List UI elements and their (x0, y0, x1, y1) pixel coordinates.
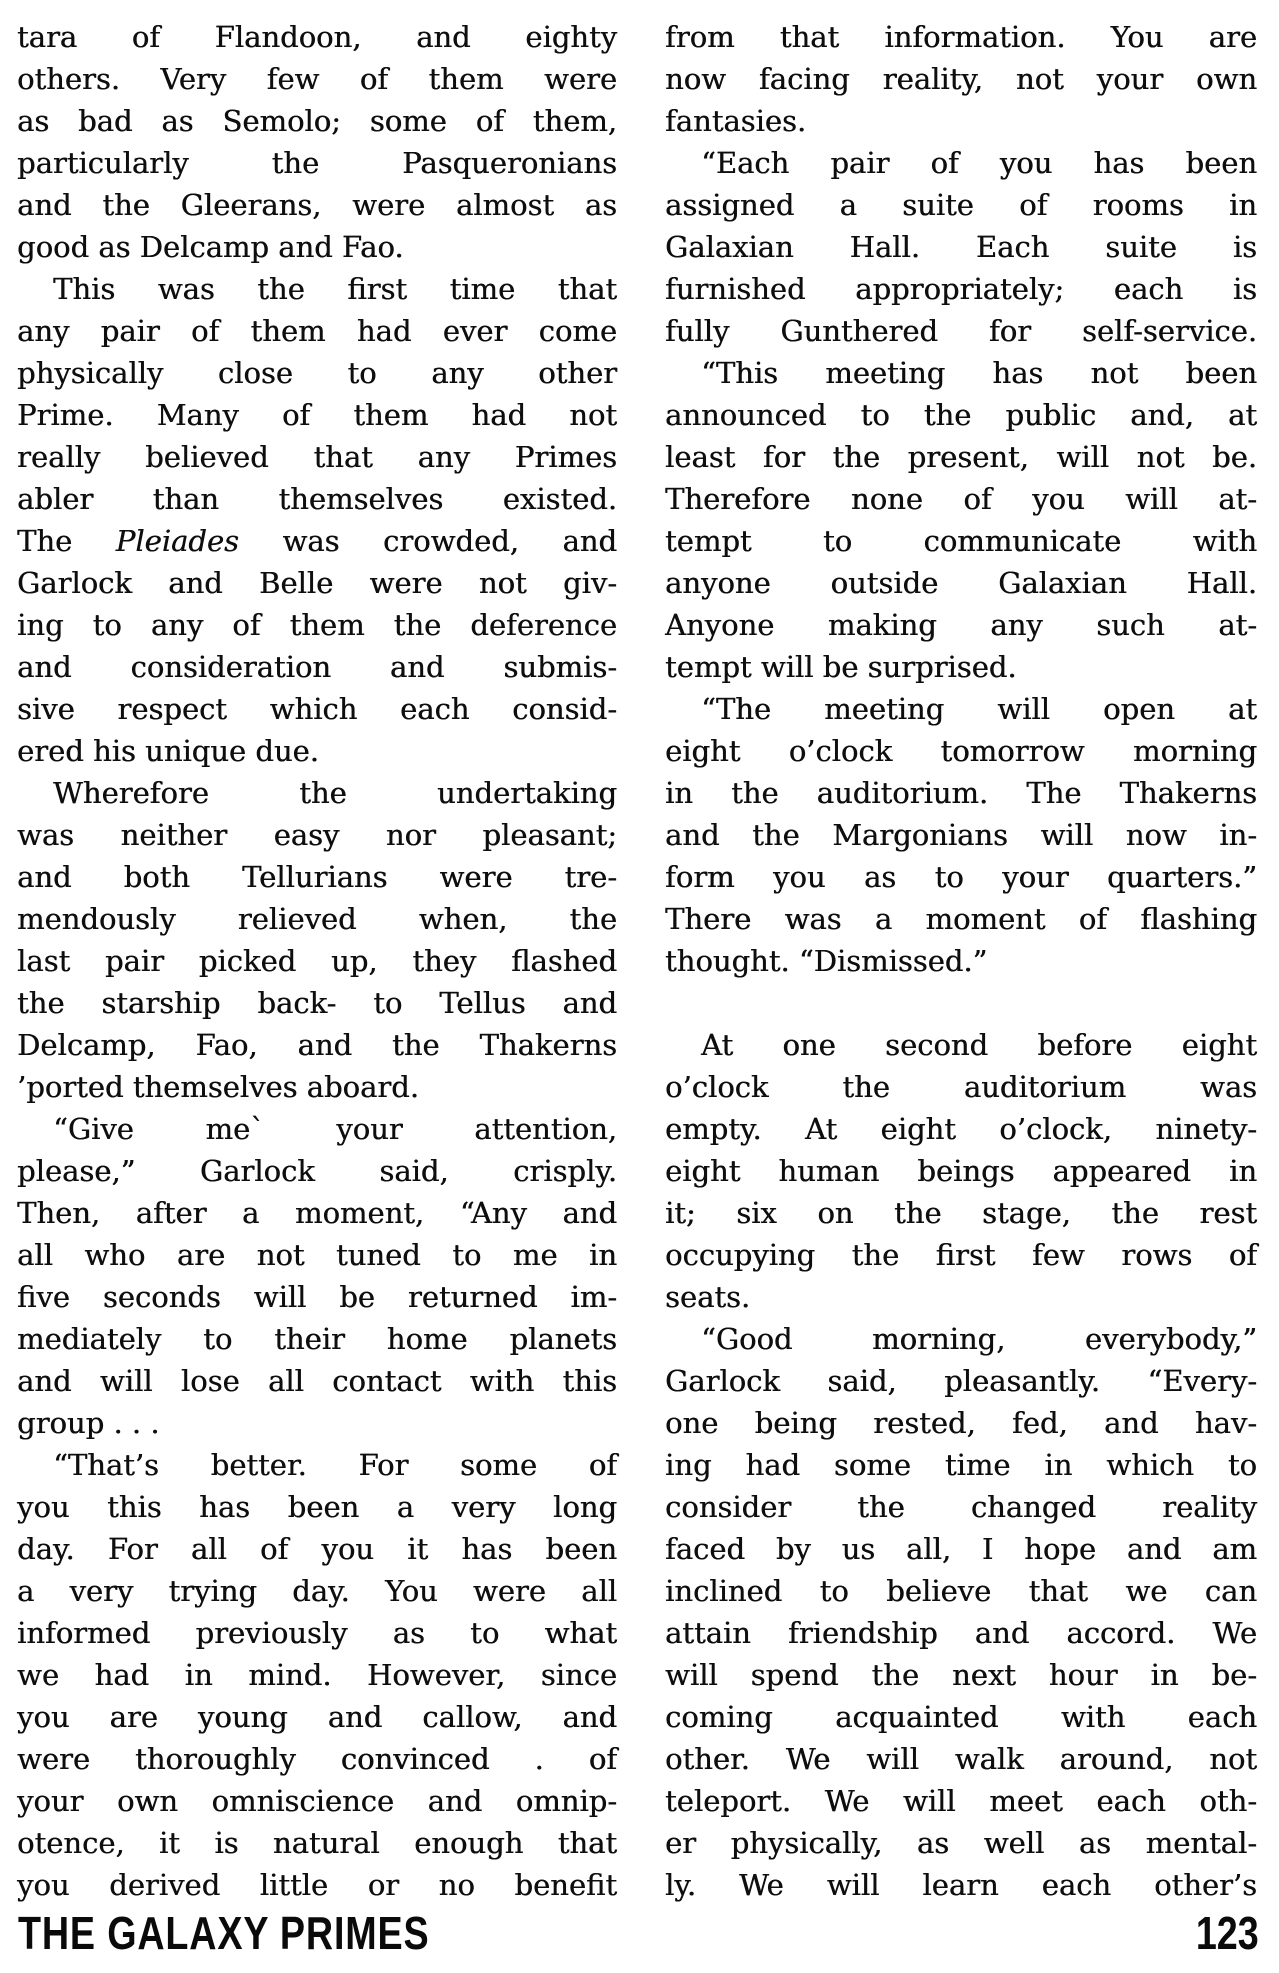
text-line (17, 310, 617, 352)
text-segment: and will lose all contact with this (17, 1364, 617, 1398)
text-line (665, 688, 1257, 730)
text-line (665, 1738, 1257, 1780)
text-segment: Wherefore the undertaking (53, 776, 617, 810)
text-segment: the starship back- to Tellus and (17, 986, 617, 1020)
page-footer (18, 1906, 1259, 1960)
text-segment: “The meeting will open at (701, 692, 1257, 726)
text-segment: particularly the Pasqueronians (17, 146, 617, 180)
text-line (17, 1066, 617, 1108)
text-line (17, 604, 617, 646)
running-title: THE GALAXY PRIMES (18, 1907, 430, 1959)
text-segment: a very trying day. You were all (17, 1574, 617, 1608)
text-line (665, 1528, 1257, 1570)
text-line (665, 1864, 1257, 1906)
text-segment: your own omniscience and omnip- (17, 1784, 617, 1818)
text-line (665, 1444, 1257, 1486)
text-segment: Garlock said, pleasantly. “Every- (665, 1364, 1257, 1398)
text-segment: “Each pair of you has been (701, 146, 1257, 180)
text-segment: and both Tellurians were tre- (17, 860, 617, 894)
text-segment: ered his unique due. (17, 734, 319, 768)
text-segment: fantasies. (665, 104, 807, 138)
text-segment: tempt to communicate with (665, 524, 1257, 558)
text-segment: seats. (665, 1280, 751, 1314)
text-segment: Anyone making any such at- (665, 608, 1257, 642)
text-line (17, 1696, 617, 1738)
text-line (17, 520, 617, 562)
text-segment: group . . . (17, 1406, 160, 1440)
text-segment: mendously relieved when, the (17, 902, 617, 936)
text-line (665, 856, 1257, 898)
text-segment: tempt will be surprised. (665, 650, 1017, 684)
text-segment: other. We will walk around, not (665, 1742, 1257, 1776)
text-line (17, 562, 617, 604)
text-line (665, 1318, 1257, 1360)
text-line (17, 1192, 617, 1234)
text-line (665, 226, 1257, 268)
text-line (665, 268, 1257, 310)
italic-text: Pleiades (115, 524, 239, 558)
text-line (17, 1108, 617, 1150)
text-line (17, 1528, 617, 1570)
text-segment: “That’s better. For some of (53, 1448, 617, 1482)
text-segment: “Good morning, everybody,” (701, 1322, 1257, 1356)
text-line (665, 1402, 1257, 1444)
text-line (17, 268, 617, 310)
text-line (17, 478, 617, 520)
text-line (17, 16, 617, 58)
text-segment: Galaxian Hall. Each suite is (665, 230, 1257, 264)
text-line (665, 520, 1257, 562)
text-line (17, 1276, 617, 1318)
text-line (665, 898, 1257, 940)
text-segment: sive respect which each consid- (17, 692, 617, 726)
text-segment: coming acquainted with each (665, 1700, 1257, 1734)
text-line (17, 1612, 617, 1654)
text-segment: At one second before eight (701, 1028, 1257, 1062)
text-line (17, 1318, 617, 1360)
text-segment: This was the first time that (53, 272, 617, 306)
text-line (17, 394, 617, 436)
text-segment: now facing reality, not your own (665, 62, 1257, 96)
text-segment: physically close to any other (17, 356, 617, 390)
text-segment: Delcamp, Fao, and the Thakerns (17, 1028, 617, 1062)
text-segment: eight o’clock tomorrow morning (665, 734, 1257, 768)
text-line (665, 562, 1257, 604)
text-segment: fully Gunthered for self-service. (665, 314, 1257, 348)
text-segment: Therefore none of you will at- (665, 482, 1257, 516)
text-segment: tara of Flandoon, and eighty (17, 20, 617, 54)
text-segment: and the Margonians will now in- (665, 818, 1257, 852)
text-segment: form you as to your quarters.” (665, 860, 1257, 894)
text-line (17, 1444, 617, 1486)
text-segment: five seconds will be returned im- (17, 1280, 617, 1314)
text-segment: consider the changed reality (665, 1490, 1257, 1524)
text-line (17, 1864, 617, 1906)
text-segment: any pair of them had ever come (17, 314, 617, 348)
text-segment: least for the present, will not be. (665, 440, 1257, 474)
text-segment: as bad as Semolo; some of them, (17, 104, 617, 138)
text-segment: Garlock and Belle were not giv- (17, 566, 617, 600)
text-line (17, 352, 617, 394)
text-segment: were thoroughly convinced . of (17, 1742, 617, 1776)
text-segment: attain friendship and accord. We (665, 1616, 1257, 1650)
text-segment: it; six on the stage, the rest (665, 1196, 1257, 1230)
text-line (665, 478, 1257, 520)
text-segment: ’ported themselves aboard. (17, 1070, 419, 1104)
text-segment: informed previously as to what (17, 1616, 617, 1650)
text-segment: faced by us all, I hope and am (665, 1532, 1257, 1566)
text-line (665, 772, 1257, 814)
text-line (17, 436, 617, 478)
text-segment: and the Gleerans, were almost as (17, 188, 617, 222)
text-segment: really believed that any Primes (17, 440, 617, 474)
text-line (17, 100, 617, 142)
text-segment: “This meeting has not been (701, 356, 1257, 390)
text-line (665, 604, 1257, 646)
text-segment: Then, after a moment, “Any and (17, 1196, 617, 1230)
text-line (665, 940, 1257, 982)
text-segment: assigned a suite of rooms in (665, 188, 1257, 222)
text-segment: you derived little or no benefit (17, 1868, 617, 1902)
text-segment: announced to the public and, at (665, 398, 1257, 432)
text-line (17, 772, 617, 814)
text-segment: one being rested, fed, and hav- (665, 1406, 1257, 1440)
text-line (665, 1066, 1257, 1108)
text-line (17, 226, 617, 268)
text-segment: ing to any of them the deference (17, 608, 617, 642)
text-segment: ing had some time in which to (665, 1448, 1257, 1482)
text-segment: er physically, as well as mental- (665, 1826, 1257, 1860)
text-line (665, 184, 1257, 226)
text-segment: otence, it is natural enough that (17, 1826, 617, 1860)
text-line (17, 856, 617, 898)
text-line (665, 352, 1257, 394)
text-segment: furnished appropriately; each is (665, 272, 1257, 306)
text-line (17, 142, 617, 184)
text-line (665, 142, 1257, 184)
text-segment: “Give me` your attention, (53, 1112, 617, 1146)
text-line (665, 1024, 1257, 1066)
text-line (17, 688, 617, 730)
text-line (665, 1486, 1257, 1528)
text-segment: will spend the next hour in be- (665, 1658, 1257, 1692)
text-line (17, 58, 617, 100)
text-line (17, 1402, 617, 1444)
text-segment: you this has been a very long (17, 1490, 617, 1524)
text-line (17, 982, 617, 1024)
text-line (17, 1150, 617, 1192)
text-line (665, 436, 1257, 478)
text-line (17, 1780, 617, 1822)
text-line (665, 1822, 1257, 1864)
text-segment: thought. “Dismissed.” (665, 944, 988, 978)
text-segment: was crowded, and (238, 524, 617, 558)
text-segment: from that information. You are (665, 20, 1257, 54)
text-segment: eight human beings appeared in (665, 1154, 1257, 1188)
text-line (665, 58, 1257, 100)
text-line (17, 814, 617, 856)
text-segment: day. For all of you it has been (17, 1532, 617, 1566)
text-segment: ly. We will learn each other’s (665, 1868, 1257, 1902)
text-line (17, 646, 617, 688)
text-line (665, 1570, 1257, 1612)
text-line (17, 1570, 617, 1612)
text-line (665, 1276, 1257, 1318)
text-line (17, 184, 617, 226)
text-segment: anyone outside Galaxian Hall. (665, 566, 1257, 600)
text-line (665, 1192, 1257, 1234)
text-segment: was neither easy nor pleasant; (17, 818, 617, 852)
text-segment: teleport. We will meet each oth- (665, 1784, 1257, 1818)
text-line (665, 16, 1257, 58)
text-line (17, 1654, 617, 1696)
text-segment: abler than themselves existed. (17, 482, 617, 516)
text-line (665, 1360, 1257, 1402)
text-segment: in the auditorium. The Thakerns (665, 776, 1257, 810)
text-line (665, 1108, 1257, 1150)
column-right (665, 16, 1257, 1906)
text-segment: others. Very few of them were (17, 62, 617, 96)
text-line (17, 1360, 617, 1402)
text-segment: all who are not tuned to me in (17, 1238, 617, 1272)
text-line (665, 730, 1257, 772)
text-line (17, 1234, 617, 1276)
text-line (665, 814, 1257, 856)
text-line (17, 898, 617, 940)
text-line (17, 1822, 617, 1864)
text-segment: we had in mind. However, since (17, 1658, 617, 1692)
text-line (665, 1612, 1257, 1654)
column-left (17, 16, 617, 1906)
text-segment: last pair picked up, they flashed (17, 944, 617, 978)
text-segment: you are young and callow, and (17, 1700, 617, 1734)
text-segment: good as Delcamp and Fao. (17, 230, 404, 264)
text-segment: occupying the first few rows of (665, 1238, 1257, 1272)
text-line (665, 1780, 1257, 1822)
text-line (17, 1486, 617, 1528)
text-line (665, 1696, 1257, 1738)
text-segment: and consideration and submis- (17, 650, 617, 684)
text-line (665, 100, 1257, 142)
text-line (17, 1024, 617, 1066)
text-line (665, 646, 1257, 688)
text-segment: o’clock the auditorium was (665, 1070, 1257, 1104)
text-line (665, 310, 1257, 352)
text-segment: mediately to their home planets (17, 1322, 617, 1356)
text-segment: please,” Garlock said, crisply. (17, 1154, 617, 1188)
text-line (665, 1234, 1257, 1276)
text-segment: empty. At eight o’clock, ninety- (665, 1112, 1257, 1146)
text-line (17, 940, 617, 982)
page-number: 123 (1196, 1907, 1259, 1959)
text-segment: inclined to believe that we can (665, 1574, 1257, 1608)
text-line (665, 394, 1257, 436)
text-segment: The (17, 524, 116, 558)
text-line (665, 1654, 1257, 1696)
text-line (17, 1738, 617, 1780)
text-line (665, 1150, 1257, 1192)
text-segment: Prime. Many of them had not (17, 398, 617, 432)
text-segment: There was a moment of flashing (665, 902, 1257, 936)
text-line (17, 730, 617, 772)
